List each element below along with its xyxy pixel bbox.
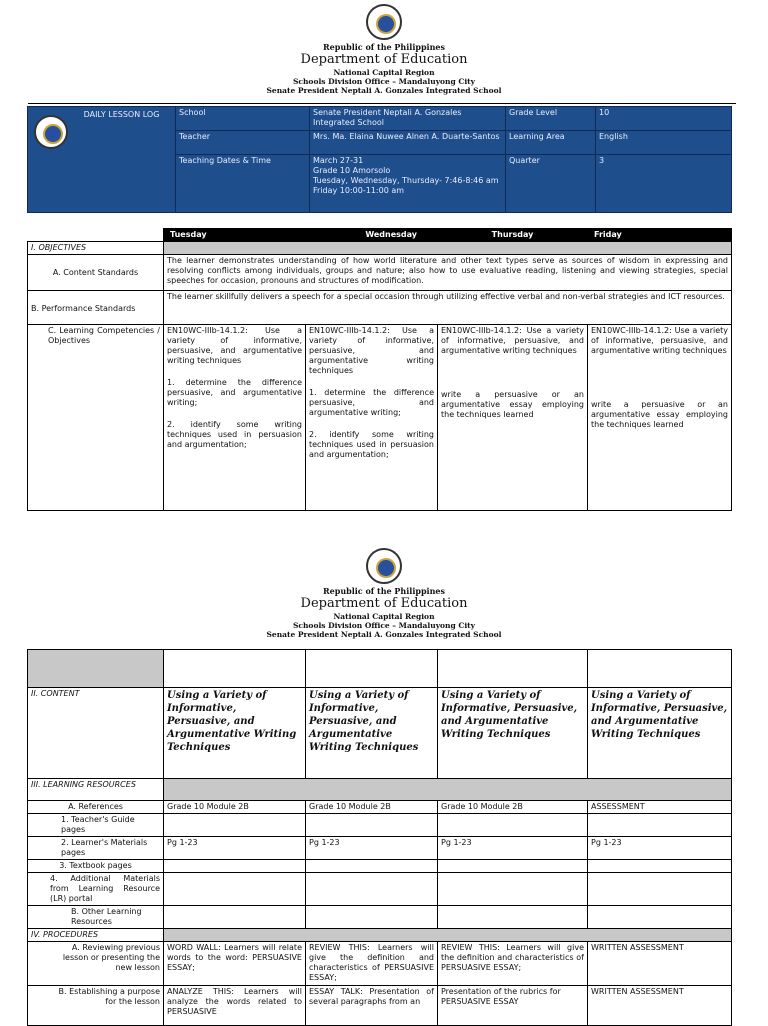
quarter-label: Quarter: [506, 155, 596, 213]
region-text: National Capital Region: [333, 612, 435, 621]
tg-label: [28, 814, 164, 837]
page1-header: [0, 4, 768, 95]
objectives-section: I. OBJECTIVES: [28, 242, 164, 255]
teacher-label: Teacher: [176, 131, 310, 155]
department-text: Department of Education: [300, 52, 468, 67]
area-value: English: [596, 131, 732, 155]
dates-line: Tuesday, Wednesday, Thursday- 7:46-8:46 am: [313, 176, 499, 185]
content-title: Using a Variety of Informative, Persuasive, and Argumentative Writing Techniques: [591, 690, 728, 740]
additional-label: 4. Additional Materials from Learning Resource (LR) portal: [28, 873, 164, 906]
purpose-label: B. Establishing a purpose for the lesson: [28, 986, 164, 1026]
content-title: Using a Variety of Informative, Persuasive, and Argumentative Writing Techniques: [309, 690, 419, 753]
other-tuesday: [164, 906, 306, 929]
deped-logo-icon: [34, 115, 68, 149]
content-table: [27, 649, 732, 1026]
performance-standards-label: [28, 291, 164, 325]
republic-text: Republic of the Philippines: [322, 42, 445, 52]
day-thursday: Thursday: [438, 229, 588, 242]
competency-item: write a persuasive or an argumentative essay employing the techniques learned: [441, 390, 584, 419]
dates-label: Teaching Dates & Time: [176, 155, 310, 213]
textbook-label: 3. Textbook pages: [28, 860, 164, 873]
dates-line: Friday 10:00-11:00 am: [313, 186, 405, 195]
area-label: Learning Area: [506, 131, 596, 155]
performance-standards-text: The learner skillfully delivers a speech for a special occasion through utilizing effective verbal and non-verbal strategies and ICT resources.: [164, 291, 732, 325]
dates-line: March 27-31: [313, 156, 364, 165]
section-fill: [164, 242, 732, 255]
tg-wednesday: [306, 814, 438, 837]
competency-code: EN10WC-IIIb-14.1.2: Use a variety of informative, persuasive, and argumentative writing techniques: [441, 326, 584, 355]
objectives-table: [27, 228, 732, 511]
lm-label-text: 2. Learner's Materials pages: [61, 838, 148, 857]
competency-item: write a persuasive or an argumentative essay employing the techniques learned: [591, 400, 728, 429]
competency-item: 2. identify some writing techniques used in persuasion and argumentation;: [309, 430, 434, 459]
school-label: School: [176, 107, 310, 131]
division-text: Schools Division Office – Mandaluyong City: [293, 621, 475, 630]
quarter-value: 3: [596, 155, 732, 213]
school-value: Senate President Neptali A. Gonzales Integrated School: [310, 107, 506, 131]
header-rule: [28, 103, 736, 104]
section-fill: [164, 929, 732, 942]
dll-cell: [28, 107, 176, 213]
content-friday: [588, 688, 732, 779]
region-text: National Capital Region: [333, 68, 435, 77]
day-tuesday: Tuesday: [164, 229, 306, 242]
blank-cell: [438, 650, 588, 688]
deped-seal-icon: [366, 548, 402, 584]
other-friday: [588, 906, 732, 929]
content-standards-label: A. Content Standards: [28, 255, 164, 291]
competency-item: 1. determine the difference persuasive, and argumentative writing;: [167, 378, 302, 407]
purpose-tuesday: ANALYZE THIS: Learners will analyze the words related to PERSUASIVE: [164, 986, 306, 1026]
grade-label: Grade Level: [506, 107, 596, 131]
purpose-wednesday: ESSAY TALK: Presentation of several paragraphs from an: [306, 986, 438, 1026]
blank-cell: [306, 650, 438, 688]
procedures-section: IV. PROCEDURES: [28, 929, 164, 942]
dll-label: DAILY LESSON LOG: [83, 110, 160, 119]
deped-seal-icon: [366, 4, 402, 40]
tg-tuesday: [164, 814, 306, 837]
additional-tuesday: [164, 873, 306, 906]
content-thursday: [438, 688, 588, 779]
reference-thursday: Grade 10 Module 2B: [438, 801, 588, 814]
reference-tuesday: Grade 10 Module 2B: [164, 801, 306, 814]
page2-header: [0, 548, 768, 639]
purpose-thursday: Presentation of the rubrics for PERSUASIVE ESSAY: [438, 986, 588, 1026]
lm-thursday: Pg 1-23: [438, 837, 588, 860]
competency-item: 1. determine the difference persuasive, and argumentative writing;: [309, 388, 434, 417]
tg-thursday: [438, 814, 588, 837]
additional-thursday: [438, 873, 588, 906]
department-text: Department of Education: [300, 596, 468, 611]
references-label: A. References: [28, 801, 164, 814]
grade-value: 10: [596, 107, 732, 131]
textbook-wednesday: [306, 860, 438, 873]
competency-code: EN10WC-IIIb-14.1.2: Use a variety of informative, persuasive, and argumentative writing techniques: [167, 326, 302, 365]
section-fill: [164, 779, 732, 801]
info-table: [27, 106, 732, 213]
review-friday: WRITTEN ASSESSMENT: [588, 942, 732, 986]
content-title: Using a Variety of Informative, Persuasive, and Argumentative Writing Techniques: [441, 690, 578, 740]
performance-label-text: B. Performance Standards: [31, 304, 136, 313]
textbook-tuesday: [164, 860, 306, 873]
reference-friday: ASSESSMENT: [588, 801, 732, 814]
competency-code: EN10WC-IIIb-14.1.2: Use a variety of informative, persuasive, and argumentative writing techniques: [309, 326, 434, 375]
school-text: Senate President Neptali A. Gonzales Integrated School: [266, 630, 502, 639]
blank-cell: [28, 229, 164, 242]
dates-line: Grade 10 Amorsolo: [313, 166, 391, 175]
other-label: [28, 906, 164, 929]
competency-code: EN10WC-IIIb-14.1.2: Use a variety of informative, persuasive, and argumentative writing techniques: [591, 326, 728, 355]
tg-friday: [588, 814, 732, 837]
competency-tuesday: [164, 325, 306, 511]
content-standards-text: The learner demonstrates understanding of how world literature and other text types serve as sources of wisdom in expressing and resolving conflicts among individuals, groups and nature; also how to use evaluative reading, listening and viewing strategies, special speeches for occasion, pronouns and structures of modification.: [164, 255, 732, 291]
dates-value: [310, 155, 506, 213]
republic-text: Republic of the Philippines: [322, 586, 445, 596]
teacher-value: Mrs. Ma. Elaina Nuwee Alnen A. Duarte-Santos: [310, 131, 506, 155]
competencies-label: C. Learning Competencies / Objectives: [28, 325, 164, 511]
other-thursday: [438, 906, 588, 929]
blank-gray-cell: [28, 650, 164, 688]
competency-thursday: [438, 325, 588, 511]
textbook-friday: [588, 860, 732, 873]
purpose-friday: WRITTEN ASSESSMENT: [588, 986, 732, 1026]
review-tuesday: WORD WALL: Learners will relate words to the word: PERSUASIVE ESSAY;: [164, 942, 306, 986]
lm-friday: Pg 1-23: [588, 837, 732, 860]
tg-label-text: 1. Teacher's Guide pages: [61, 815, 135, 834]
content-title: Using a Variety of Informative, Persuasive, and Argumentative Writing Techniques: [167, 690, 297, 753]
reference-wednesday: Grade 10 Module 2B: [306, 801, 438, 814]
blank-cell: [164, 650, 306, 688]
lm-wednesday: Pg 1-23: [306, 837, 438, 860]
review-thursday: REVIEW THIS: Learners will give the definition and characteristics of PERSUASIVE ESSAY;: [438, 942, 588, 986]
other-wednesday: [306, 906, 438, 929]
day-wednesday: Wednesday: [306, 229, 438, 242]
additional-friday: [588, 873, 732, 906]
content-tuesday: [164, 688, 306, 779]
additional-wednesday: [306, 873, 438, 906]
day-friday: Friday: [588, 229, 732, 242]
content-section: II. CONTENT: [28, 688, 164, 779]
review-wednesday: REVIEW THIS: Learners will give the definition and characteristics of PERSUASIVE ESSAY;: [306, 942, 438, 986]
lm-label: [28, 837, 164, 860]
lm-tuesday: Pg 1-23: [164, 837, 306, 860]
blank-cell: [588, 650, 732, 688]
resources-section: III. LEARNING RESOURCES: [28, 779, 164, 801]
content-wednesday: [306, 688, 438, 779]
competency-wednesday: [306, 325, 438, 511]
competency-item: 2. identify some writing techniques used in persuasion and argumentation;: [167, 420, 302, 449]
division-text: Schools Division Office – Mandaluyong City: [293, 77, 475, 86]
textbook-thursday: [438, 860, 588, 873]
school-text: Senate President Neptali A. Gonzales Integrated School: [266, 86, 502, 95]
competency-friday: [588, 325, 732, 511]
review-label: A. Reviewing previous lesson or presenting the new lesson: [28, 942, 164, 986]
other-label-text: B. Other Learning Resources: [71, 907, 142, 926]
